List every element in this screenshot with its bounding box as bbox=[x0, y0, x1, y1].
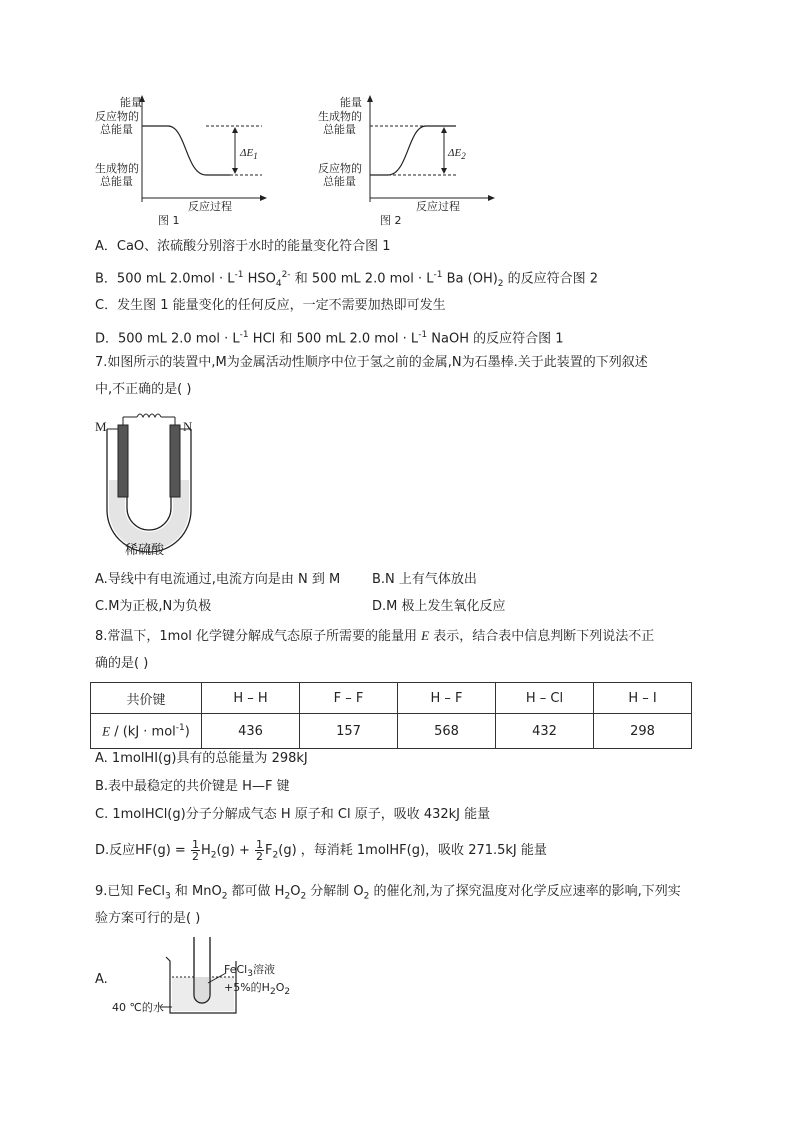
text: (g) ，每消耗 1molHF(g)，吸收 271.5kJ 能量 bbox=[278, 843, 547, 858]
sub: 2 bbox=[210, 850, 217, 861]
sup: -1 bbox=[433, 270, 443, 280]
denominator: 2 bbox=[256, 850, 264, 863]
q8-option-d bbox=[95, 836, 547, 871]
lower-level-label bbox=[95, 162, 139, 188]
unit-text: / (kJ · mol bbox=[110, 724, 176, 740]
table-header-cell: H – F bbox=[398, 683, 496, 714]
sup: 2- bbox=[281, 270, 291, 280]
q7-option-a: A.导线中有电流通过,电流方向是由 N 到 M bbox=[95, 572, 341, 587]
table-header-cell: 共价键 bbox=[91, 683, 202, 714]
sup: -1 bbox=[418, 330, 428, 340]
q7-stem-line-2: 中,不正确的是( ) bbox=[95, 382, 192, 397]
q7-option-b: B.N 上有气体放出 bbox=[372, 572, 477, 587]
q8-option-c: C. 1molHCl(g)分子分解成气态 H 原子和 Cl 原子，吸收 432kJ 能量 bbox=[95, 807, 491, 822]
sub: 2 bbox=[221, 891, 228, 902]
row-label-energy bbox=[91, 714, 202, 749]
delta-e2-label bbox=[448, 144, 466, 165]
text: 的催化剂,为了探究温度对化学反应速率的影响,下列实 bbox=[369, 884, 681, 899]
symbol-e: E bbox=[421, 628, 430, 643]
text: D．500 mL 2.0 mol · L bbox=[95, 331, 240, 347]
sup: -1 bbox=[234, 270, 244, 280]
text: Ba (OH) bbox=[442, 271, 498, 287]
upper-level-label bbox=[318, 110, 362, 136]
q6-option-d bbox=[95, 326, 564, 348]
delta-e-text: ΔE bbox=[448, 147, 462, 159]
table-header-cell: F – F bbox=[300, 683, 398, 714]
text: (g) + bbox=[216, 843, 255, 858]
text: F bbox=[265, 843, 273, 858]
label-line-2 bbox=[224, 981, 290, 999]
text: H bbox=[200, 843, 211, 858]
table-header-cell: H – Cl bbox=[496, 683, 594, 714]
text: 的反应符合图 2 bbox=[503, 271, 599, 287]
q9-stem-line-2: 验方案可行的是( ) bbox=[95, 911, 201, 926]
electrolysis-apparatus bbox=[95, 405, 205, 560]
upper-label-line-2: 总能量 bbox=[100, 123, 133, 136]
lower-label-line-2: 总能量 bbox=[323, 175, 356, 188]
water-40c-label: 40 ℃的水 bbox=[112, 1001, 164, 1014]
delta-e-text: ΔE bbox=[240, 147, 254, 159]
delta-e-sub: 1 bbox=[253, 151, 258, 162]
text: HCl 和 500 mL 2.0 mol · L bbox=[248, 331, 419, 347]
upper-label-line-1: 生成物的 bbox=[318, 110, 362, 123]
fraction-half bbox=[191, 839, 200, 862]
lower-level-label bbox=[318, 162, 362, 188]
sub: 2 bbox=[284, 987, 291, 998]
table-cell: 568 bbox=[398, 714, 496, 749]
q6-option-c: C．发生图 1 能量变化的任何反应，一定不需要加热即可发生 bbox=[95, 298, 446, 313]
text: 溶液 bbox=[252, 963, 275, 976]
symbol-e: E bbox=[102, 723, 111, 739]
text: 8.常温下，1mol 化学键分解成气态原子所需要的能量用 bbox=[95, 629, 422, 644]
sub: 2 bbox=[497, 278, 504, 289]
q7-option-d: D.M 极上发生氧化反应 bbox=[372, 599, 506, 614]
q7-option-c: C.M为正极,N为负极 bbox=[95, 599, 212, 614]
lower-label-line-2: 总能量 bbox=[100, 175, 133, 188]
upper-label-line-1: 反应物的 bbox=[95, 110, 139, 123]
table-header-cell: H – H bbox=[202, 683, 300, 714]
delta-e-sub: 2 bbox=[461, 151, 466, 162]
figure-1 bbox=[90, 92, 270, 227]
text: O bbox=[275, 981, 285, 995]
x-axis-label: 反应过程 bbox=[188, 200, 232, 213]
unit-text: ) bbox=[184, 724, 190, 740]
table-cell: 432 bbox=[496, 714, 594, 749]
table-header-row bbox=[91, 683, 692, 714]
text: NaOH 的反应符合图 1 bbox=[427, 331, 564, 347]
sub: 4 bbox=[275, 278, 282, 289]
bond-energy-table bbox=[90, 682, 692, 749]
text: 9.已知 FeCl bbox=[95, 884, 165, 899]
text: 表示，结合表中信息判断下列说法不正 bbox=[429, 629, 655, 644]
q6-option-a: A．CaO、浓硫酸分别溶于水时的能量变化符合图 1 bbox=[95, 239, 391, 254]
table-cell: 436 bbox=[202, 714, 300, 749]
q8-option-b: B.表中最稳定的共价键是 H—F 键 bbox=[95, 779, 290, 794]
y-axis-label: 能量 bbox=[120, 96, 142, 109]
text: O bbox=[290, 884, 301, 899]
x-axis-label: 反应过程 bbox=[416, 200, 460, 213]
sup: -1 bbox=[239, 330, 249, 340]
table-row bbox=[91, 714, 692, 749]
label-line-1 bbox=[224, 963, 290, 981]
delta-e1-label bbox=[240, 144, 258, 165]
sub: 2 bbox=[272, 850, 279, 861]
table-header-cell: H – I bbox=[594, 683, 692, 714]
table-cell: 157 bbox=[300, 714, 398, 749]
sub: 3 bbox=[165, 891, 171, 902]
text: HSO bbox=[243, 271, 276, 287]
text: 和 MnO bbox=[170, 884, 222, 899]
sub: 2 bbox=[300, 891, 307, 902]
numerator: 1 bbox=[191, 838, 199, 851]
text: D.反应HF(g) = bbox=[95, 843, 190, 858]
q7-stem-line-1: 7.如图所示的装置中,M为金属活动性顺序中位于氢之前的金属,N为石墨棒.关于此装置的下列叙述 bbox=[95, 355, 648, 370]
sub: 2 bbox=[363, 891, 370, 902]
denominator: 2 bbox=[191, 850, 199, 863]
upper-level-label bbox=[95, 110, 139, 136]
fecl3-h2o2-label bbox=[224, 963, 290, 999]
figure-caption: 图 2 bbox=[380, 214, 402, 227]
lower-label-line-1: 反应物的 bbox=[318, 162, 362, 175]
label-m: M bbox=[95, 419, 107, 434]
sub: 2 bbox=[284, 891, 291, 902]
text: 和 500 mL 2.0 mol · L bbox=[290, 271, 434, 287]
numerator: 1 bbox=[256, 838, 264, 851]
q9-stem-line-1 bbox=[95, 883, 681, 906]
table-cell: 298 bbox=[594, 714, 692, 749]
q8-stem-line-1 bbox=[95, 627, 654, 646]
y-axis-label: 能量 bbox=[340, 96, 362, 109]
beaker-apparatus bbox=[108, 933, 298, 1023]
label-n: N bbox=[183, 419, 193, 434]
upper-label-line-2: 总能量 bbox=[323, 123, 356, 136]
q6-option-b bbox=[95, 266, 598, 293]
fraction-half bbox=[255, 839, 264, 862]
q8-option-a: A. 1molHI(g)具有的总能量为 298kJ bbox=[95, 751, 308, 766]
figure-2 bbox=[318, 92, 498, 227]
sub: 3 bbox=[247, 969, 253, 980]
lower-label-line-1: 生成物的 bbox=[95, 162, 139, 175]
unit-sup: -1 bbox=[175, 722, 185, 733]
text: +5%的H bbox=[224, 981, 270, 995]
q8-stem-line-2: 确的是( ) bbox=[95, 656, 149, 671]
sub: 2 bbox=[269, 987, 276, 998]
text: 分解制 O bbox=[306, 884, 364, 899]
text: B．500 mL 2.0mol · L bbox=[95, 271, 235, 287]
q9-option-a-label: A. bbox=[95, 972, 108, 987]
text: 都可做 H bbox=[227, 884, 285, 899]
text: FeCl bbox=[224, 963, 248, 976]
label-dilute-sulfuric-acid: 稀硫酸 bbox=[125, 543, 165, 558]
figure-caption: 图 1 bbox=[158, 214, 180, 227]
